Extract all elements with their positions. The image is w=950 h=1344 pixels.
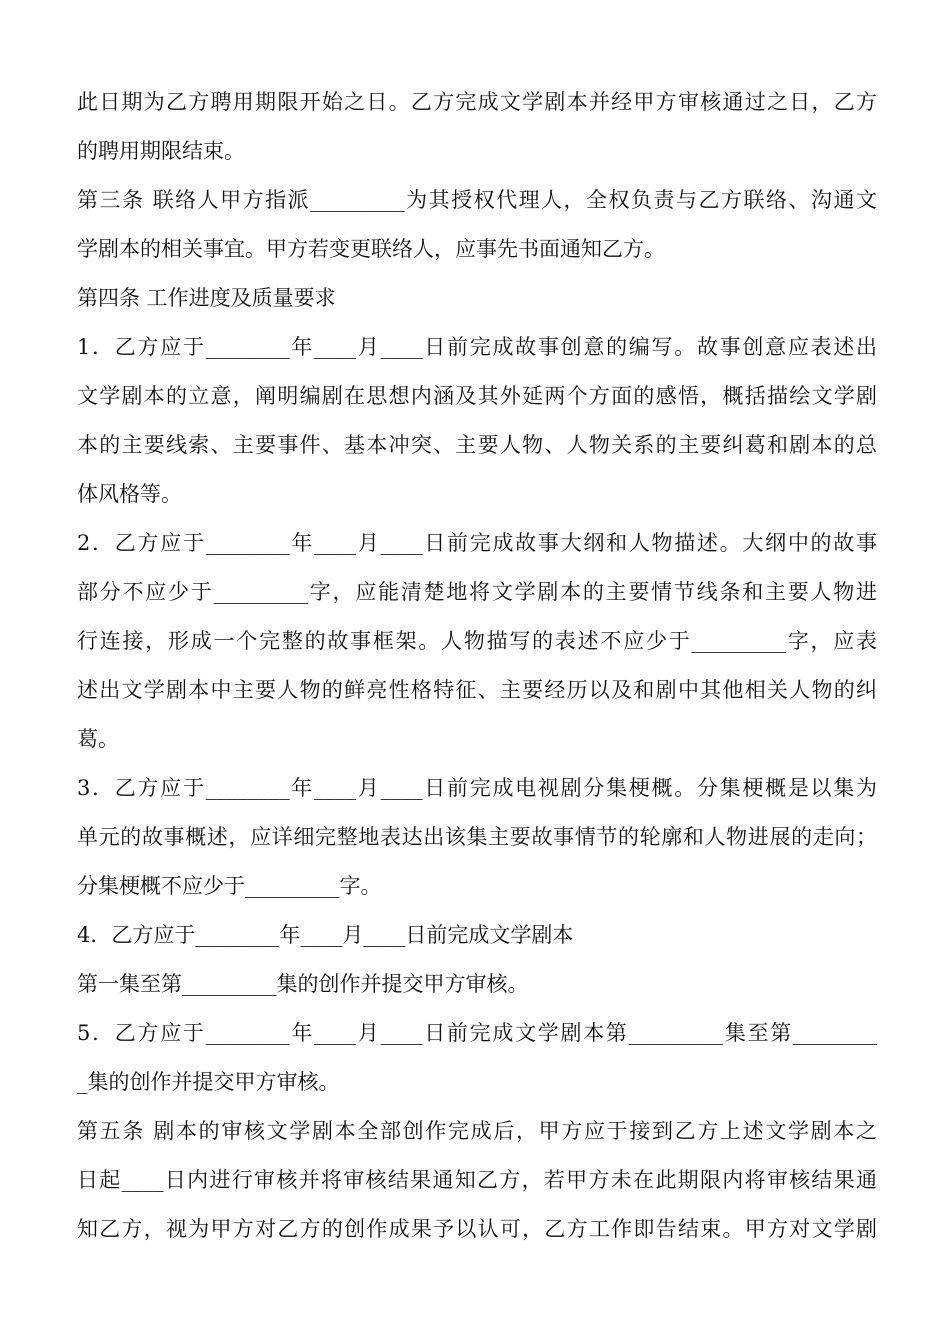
text-line: 第一集至第_________集的创作并提交甲方审核。 (77, 972, 529, 996)
text-line: 3．乙方应于________年____月____日前完成电视剧分集梗概。分集梗概是以集为 (77, 776, 877, 800)
text-line: 第五条 剧本的审核文学剧本全部创作完成后，甲方应于接到乙方上述文学剧本之 (77, 1119, 877, 1143)
text-line: 日起____日内进行审核并将审核结果通知乙方，若甲方未在此期限内将审核结果通 (77, 1168, 877, 1192)
text-line: _集的创作并提交甲方审核。 (77, 1070, 340, 1094)
text-line: 体风格等。 (77, 482, 182, 506)
text-line: 本的主要线索、主要事件、基本冲突、主要人物、人物关系的主要纠葛和剧本的总 (77, 433, 877, 457)
text-line: 分集梗概不应少于_________字。 (77, 874, 382, 898)
text-line: 1．乙方应于________年____月____日前完成故事创意的编写。故事创意应表述出 (77, 335, 877, 359)
text-line: 此日期为乙方聘用期限开始之日。乙方完成文学剧本并经甲方审核通过之日，乙方 (77, 90, 877, 114)
text-line: 单元的故事概述，应详细完整地表达出该集主要故事情节的轮廓和人物进展的走向； (77, 825, 877, 849)
text-line: 5．乙方应于________年____月____日前完成文学剧本第_________集至第________ (77, 1021, 877, 1045)
document-body (77, 84, 877, 1260)
text-line: 的聘用期限结束。 (77, 139, 245, 163)
text-line: 学剧本的相关事宜。甲方若变更联络人，应事先书面通知乙方。 (77, 237, 665, 261)
text-line: 葛。 (77, 727, 119, 751)
text-line: 部分不应少于_________字，应能清楚地将文学剧本的主要情节线条和主要人物进 (77, 580, 877, 604)
text-line: 述出文学剧本中主要人物的鲜亮性格特征、主要经历以及和剧中其他相关人物的纠 (77, 678, 877, 702)
text-line: 知乙方，视为甲方对乙方的创作成果予以认可，乙方工作即告结束。甲方对文学剧 (77, 1217, 877, 1241)
text-line: 行连接，形成一个完整的故事框架。人物描写的表述不应少于_________字，应表 (77, 629, 877, 653)
text-line: 文学剧本的立意，阐明编剧在思想内涵及其外延两个方面的感悟，概括描绘文学剧 (77, 384, 877, 408)
section-heading: 第四条 工作进度及质量要求 (77, 286, 336, 310)
text-line: 第三条 联络人甲方指派_________为其授权代理人，全权负责与乙方联络、沟通文 (77, 188, 877, 212)
text-line: 2．乙方应于________年____月____日前完成故事大纲和人物描述。大纲中的故事 (77, 531, 877, 555)
text-line: 4．乙方应于________年____月____日前完成文学剧本 (77, 923, 574, 947)
